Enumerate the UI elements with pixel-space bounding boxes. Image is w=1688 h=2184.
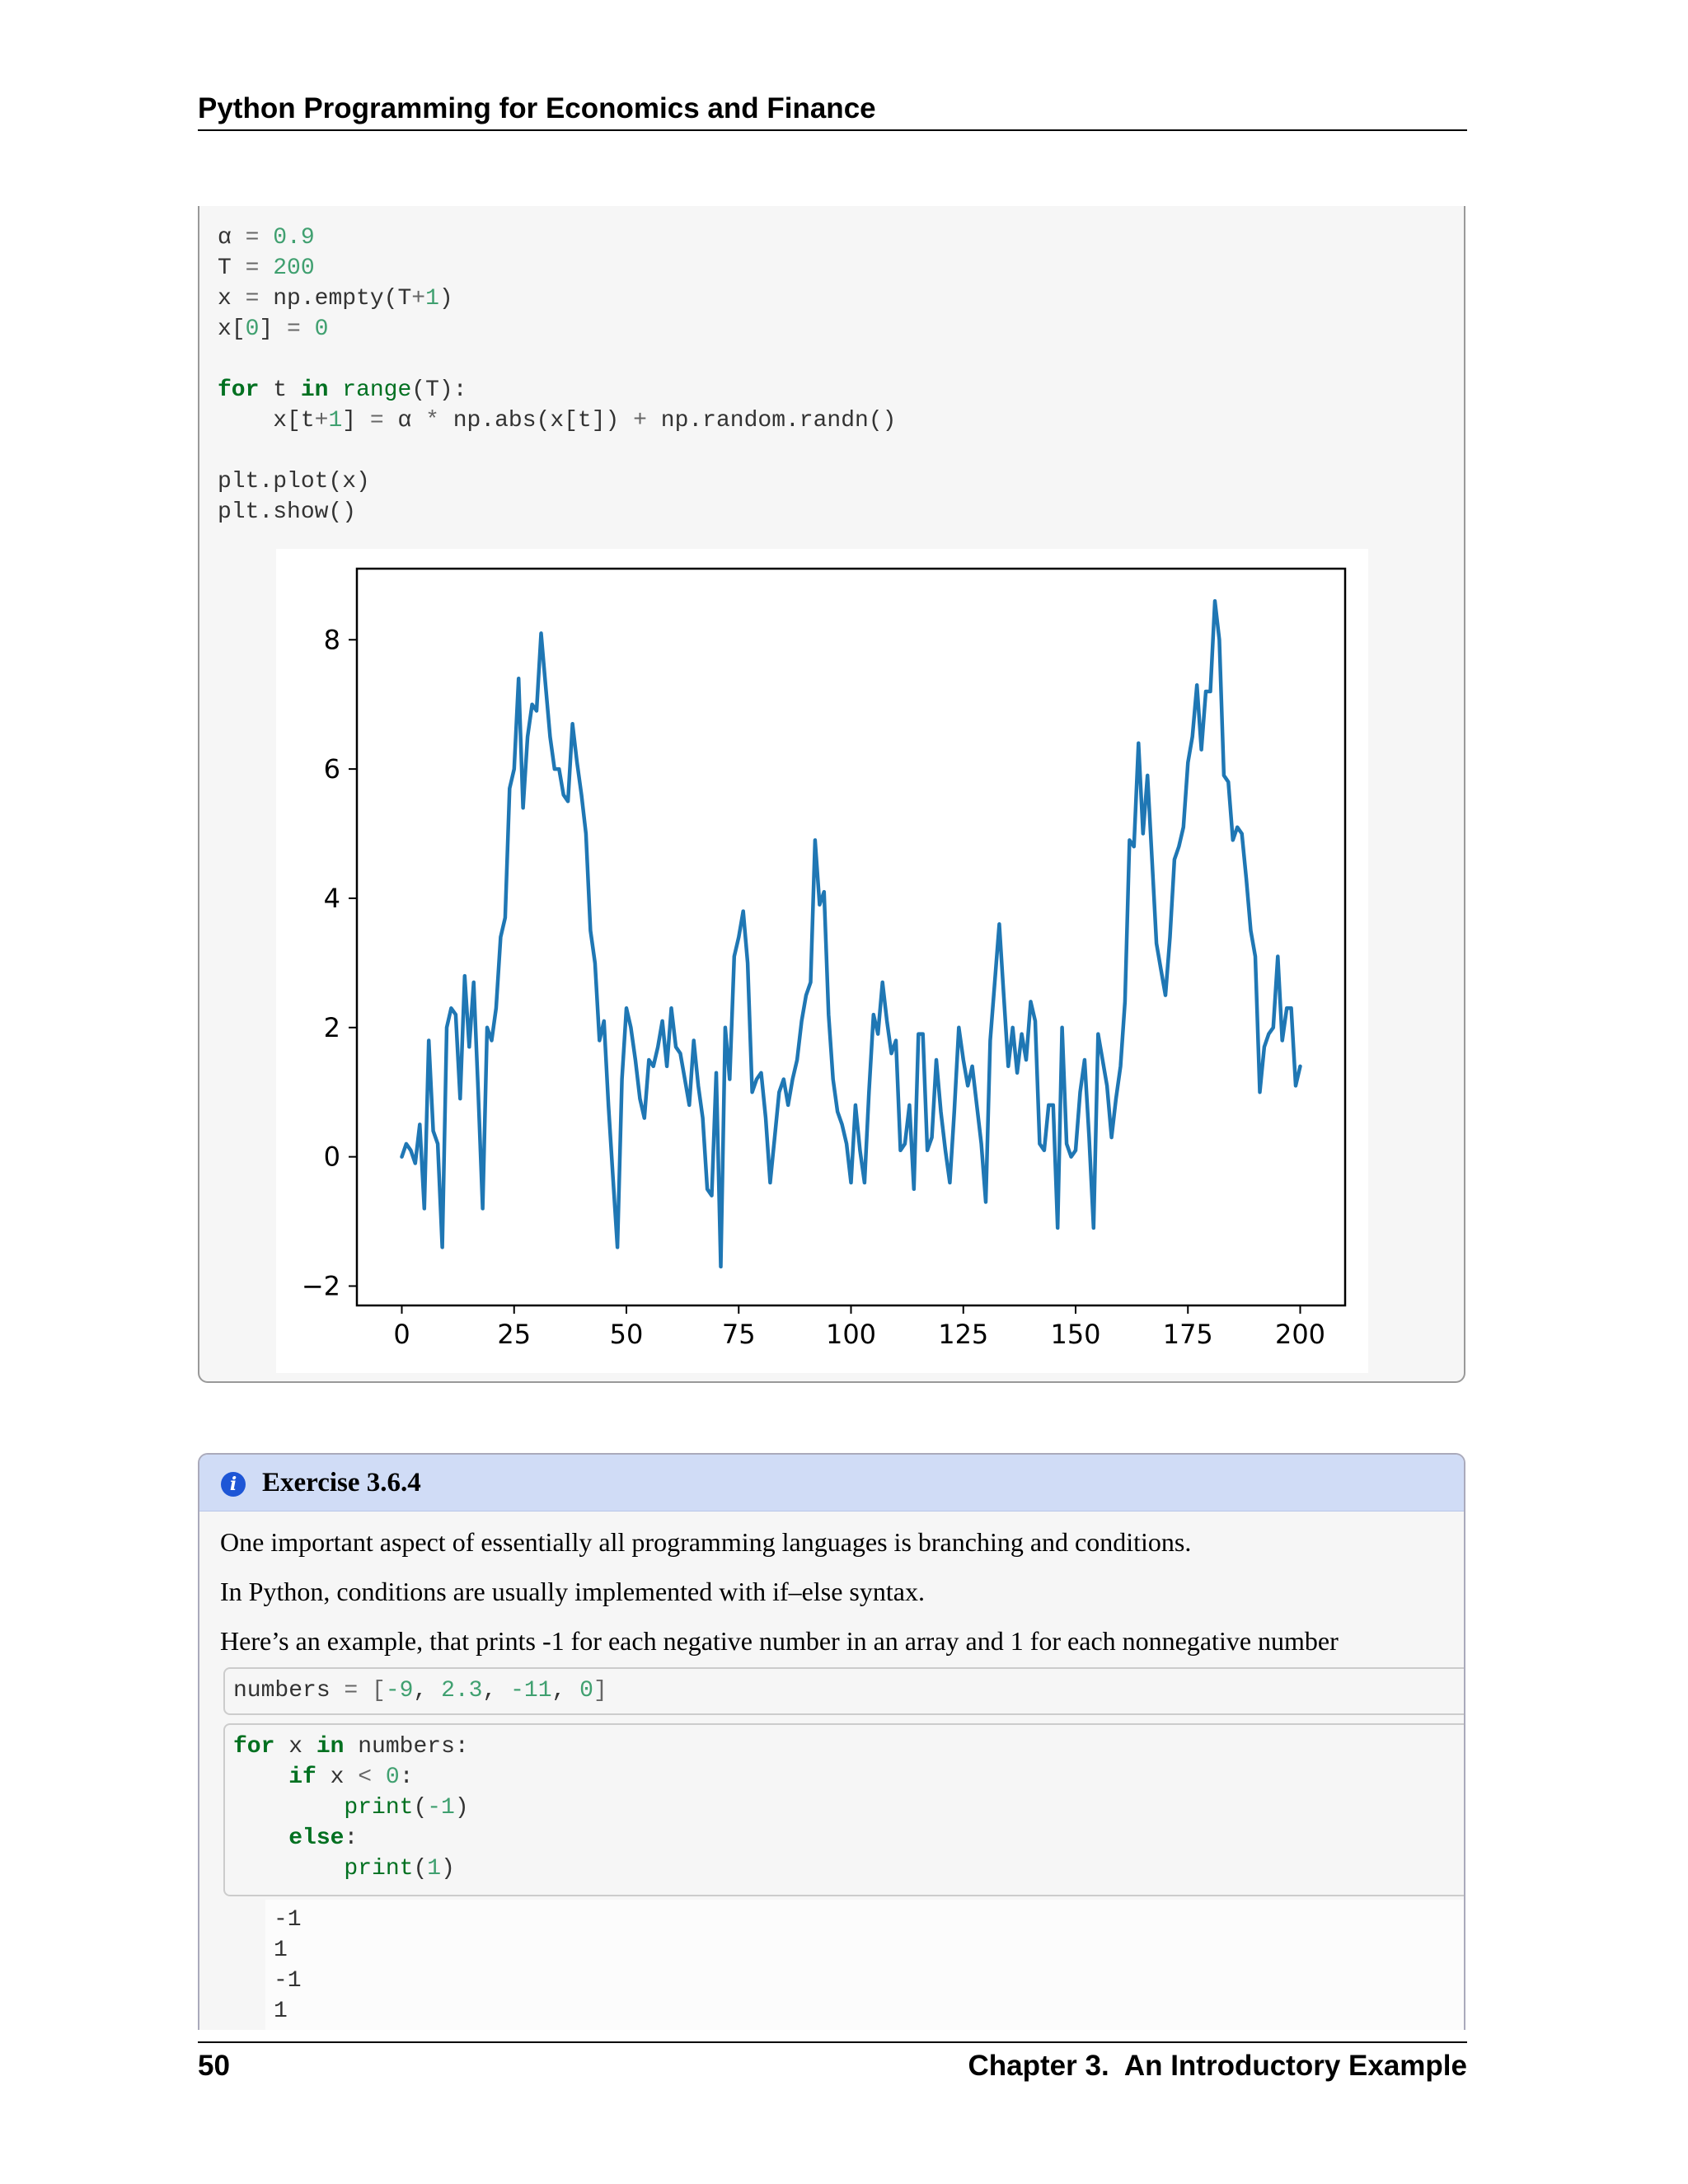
code-token: =	[356, 408, 398, 434]
output-line: 1	[274, 1938, 288, 1963]
code-token: α	[218, 225, 232, 251]
x-tick-label: 75	[721, 1319, 756, 1350]
code-token	[328, 377, 342, 403]
series-line	[402, 601, 1301, 1267]
x-tick-label: 0	[393, 1319, 410, 1350]
code-token: <	[358, 1765, 373, 1790]
header-title: Python Programming for Economics and Finance	[198, 92, 876, 124]
code-token: (	[413, 1795, 428, 1821]
code-token: in	[316, 1734, 345, 1760]
x-tick-label: 150	[1050, 1319, 1101, 1350]
code-token: print	[344, 1795, 414, 1821]
code-token: for	[233, 1734, 275, 1760]
code-token: T	[218, 255, 232, 281]
code-token: in	[300, 377, 329, 403]
output-block	[265, 1900, 1465, 2030]
y-tick-label: 4	[323, 882, 340, 914]
code-token: np.empty(T	[273, 286, 412, 312]
code-token: +	[411, 286, 426, 312]
code-token: np.abs(x[t])	[438, 408, 634, 434]
y-tick-label: 6	[323, 753, 340, 785]
code-token: numbers	[233, 1678, 331, 1704]
code-token: +	[633, 408, 647, 434]
code-token: -1	[427, 1795, 455, 1821]
plot-frame	[357, 569, 1345, 1305]
code-token: x	[316, 1765, 359, 1790]
code-conditional	[233, 1732, 469, 1884]
code-token	[233, 1856, 344, 1882]
header-rule	[198, 129, 1467, 131]
x-tick-label: 200	[1274, 1319, 1326, 1350]
code-token: range	[342, 377, 412, 403]
code-token: else	[288, 1825, 345, 1851]
code-token: 0.9	[273, 225, 315, 251]
output-lines	[274, 1905, 302, 2027]
exercise-title: Exercise 3.6.4	[262, 1468, 421, 1497]
code-token: ]	[593, 1678, 607, 1704]
code-token: ,	[551, 1678, 580, 1704]
exercise-paragraph-2: In Python, conditions are usually implemented with if–else syntax.	[220, 1577, 925, 1606]
code-token: =	[231, 286, 274, 312]
page-number: 50	[198, 2050, 230, 2082]
code-token: ]	[342, 408, 357, 434]
line-plot	[276, 549, 1368, 1373]
output-line: -1	[274, 1968, 302, 1994]
code-token: ,	[482, 1678, 511, 1704]
code-token: 0	[314, 316, 329, 342]
code-token: np.random.randn()	[646, 408, 897, 434]
code-token: ,	[413, 1678, 442, 1704]
code-token: =	[231, 255, 274, 281]
chart-svg	[276, 549, 1368, 1373]
code-token: 200	[273, 255, 315, 281]
chapter-title: Chapter 3. An Introductory Example	[968, 2050, 1467, 2082]
code-token: )	[438, 286, 453, 312]
code-token: 2.3	[441, 1678, 483, 1704]
code-block-simulation	[218, 223, 896, 527]
code-token: x[	[218, 316, 246, 342]
code-token: x	[218, 286, 232, 312]
code-token: :	[344, 1825, 359, 1851]
x-tick-label: 50	[609, 1319, 644, 1350]
code-token: [	[372, 1678, 386, 1704]
exercise-box	[198, 1453, 1465, 2030]
code-block-numbers	[223, 1667, 1465, 1715]
code-cell	[198, 206, 1465, 1383]
code-token: x[t	[218, 408, 315, 434]
code-token: x	[274, 1734, 316, 1760]
code-token: +	[314, 408, 329, 434]
code-token: plt.plot(x)	[218, 469, 370, 494]
code-token: plt.show()	[218, 499, 357, 525]
info-icon: i	[221, 1472, 246, 1497]
x-tick-label: 25	[497, 1319, 532, 1350]
code-token: for	[218, 377, 260, 403]
code-token: (	[413, 1856, 428, 1882]
code-token: print	[344, 1856, 414, 1882]
code-token	[372, 1765, 386, 1790]
code-block-conditional	[223, 1723, 1465, 1896]
exercise-paragraph-1: One important aspect of essentially all programming languages is branching and conditions.	[220, 1527, 1192, 1557]
exercise-title-bar	[199, 1455, 1464, 1511]
code-token: numbers:	[344, 1734, 469, 1760]
exercise-paragraph-3: Here’s an example, that prints -1 for each negative number in an array and 1 for each nonnegative number	[220, 1626, 1339, 1656]
code-token: )	[441, 1856, 455, 1882]
code-token: 0	[579, 1678, 593, 1704]
x-tick-label: 100	[825, 1319, 877, 1350]
code-token: =	[231, 225, 274, 251]
code-token: =	[273, 316, 315, 342]
y-tick-label: −2	[301, 1270, 340, 1302]
code-numbers	[233, 1675, 607, 1706]
output-line: 1	[274, 1999, 288, 2024]
code-token: -9	[385, 1678, 414, 1704]
code-token: 1	[328, 408, 343, 434]
code-token	[233, 1825, 288, 1851]
code-token: if	[288, 1765, 316, 1790]
output-line: -1	[274, 1907, 302, 1933]
code-token: -11	[510, 1678, 552, 1704]
code-token: :	[399, 1765, 414, 1790]
y-tick-label: 0	[323, 1141, 340, 1173]
code-token	[233, 1765, 288, 1790]
code-token: )	[454, 1795, 469, 1821]
code-token	[233, 1795, 344, 1821]
code-token: (T):	[411, 377, 467, 403]
code-token: 1	[427, 1856, 442, 1882]
footer-rule	[198, 2041, 1467, 2043]
code-token: α	[397, 408, 426, 434]
y-tick-label: 8	[323, 624, 340, 656]
code-token: ]	[259, 316, 274, 342]
code-token: 0	[385, 1765, 400, 1790]
y-tick-label: 2	[323, 1011, 340, 1043]
x-tick-label: 175	[1162, 1319, 1213, 1350]
x-tick-label: 125	[938, 1319, 989, 1350]
code-token: *	[425, 408, 439, 434]
code-token: t	[259, 377, 301, 403]
code-token: =	[330, 1678, 373, 1704]
code-token: 0	[245, 316, 260, 342]
code-token: 1	[425, 286, 439, 312]
